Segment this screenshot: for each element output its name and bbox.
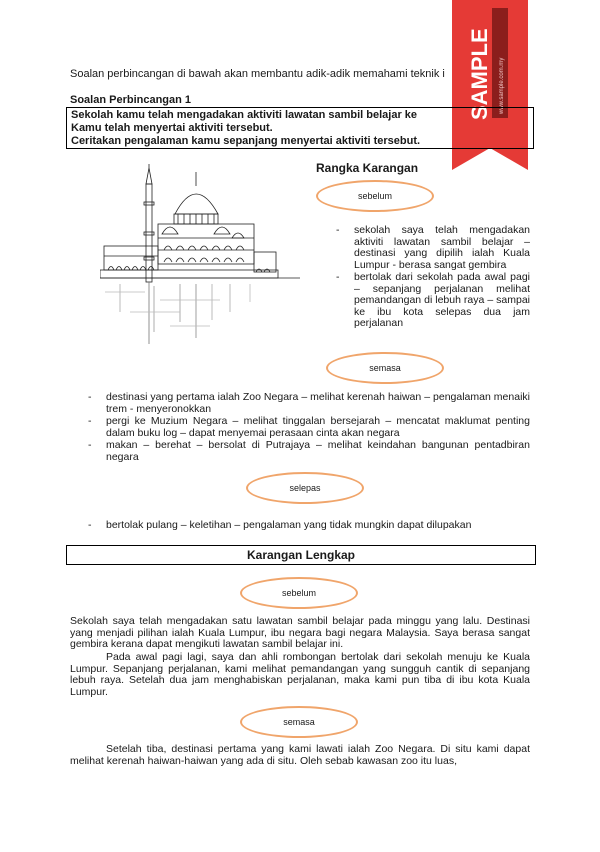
karangan-lengkap-title: Karangan Lengkap (66, 545, 536, 565)
sample-stamp-text: SAMPLE (467, 28, 492, 120)
label-semasa: semasa (326, 352, 444, 384)
mosque-illustration (100, 162, 300, 352)
semasa-points (88, 392, 530, 464)
question-line: Sekolah kamu telah mengadakan aktiviti lawatan sambil belajar ke (71, 109, 418, 121)
sebelum-points (336, 225, 530, 331)
essay-paragraph-3: Setelah tiba, destinasi pertama yang kami lawati ialah Zoo Negara. Di situ kami dapat melihat kerenah haiwan-haiwan yang ada di situ. Oleh sebab kawasan zoo itu luas, (70, 743, 530, 767)
label-selepas: selepas (246, 472, 364, 504)
selepas-points (88, 520, 530, 533)
list-item: - makan – berehat – bersolat di Putrajaya – melihat keindahan bangunan pentadbiran negara (88, 440, 530, 463)
question-line: Ceritakan pengalaman kamu sepanjang menyertai aktiviti tersebut. (71, 135, 421, 147)
essay-paragraph-1: Sekolah saya telah mengadakan satu lawatan sambil belajar pada minggu yang lalu. Destinasi yang menjadi pilihan ialah Kuala Lumpur, ibu negara bagi negara Malaysia. Saya berasa sangat gembira kerana dapat mengikuti lawatan sambil belajar ini. (70, 615, 530, 651)
list-item: - destinasi yang pertama ialah Zoo Negara – melihat kerenah haiwan – pengalaman menaiki trem - menyeronokkan (88, 392, 530, 415)
label-lengkap-semasa: semasa (240, 706, 358, 738)
intro-text: Soalan perbincangan di bawah akan membantu adik-adik memahami teknik i (70, 68, 445, 80)
question-line: Kamu telah menyertai aktiviti tersebut. (71, 122, 273, 134)
sample-stamp-subtext: www.sample.com.my (499, 57, 505, 114)
label-lengkap-sebelum: sebelum (240, 577, 358, 609)
rangka-title: Rangka Karangan (316, 161, 419, 175)
label-sebelum: sebelum (316, 180, 434, 212)
list-item: - bertolak dari sekolah pada awal pagi – sepanjang perjalanan melihat pemandangan di lebuh raya – sampai ke ibu kota selepas dua jam perjalanan (336, 272, 530, 330)
list-item: - bertolak pulang – keletihan – pengalaman yang tidak mungkin dapat dilupakan (88, 520, 530, 532)
question-title: Soalan Perbincangan 1 (70, 94, 192, 106)
list-item: - sekolah saya telah mengadakan aktiviti lawatan sambil belajar – destinasi yang dipilih ialah Kuala Lumpur - berasa sangat gembira (336, 225, 530, 271)
question-box (66, 107, 534, 149)
essay-paragraph-2: Pada awal pagi lagi, saya dan ahli rombongan bertolak dari sekolah menuju ke Kuala Lumpur. Sepanjang perjalanan, kami melihat pemandangan yang sungguh cantik di sepanjang lebuh raya. Setelah dua jam menghabiskan perjalanan, maka kami pun tiba di ibu kota Kuala Lumpur. (70, 651, 530, 699)
list-item: - pergi ke Muzium Negara – melihat tinggalan bersejarah – mencatat maklumat penting dalam buku log – dapat menyemai perasaan cinta akan negara (88, 416, 530, 439)
